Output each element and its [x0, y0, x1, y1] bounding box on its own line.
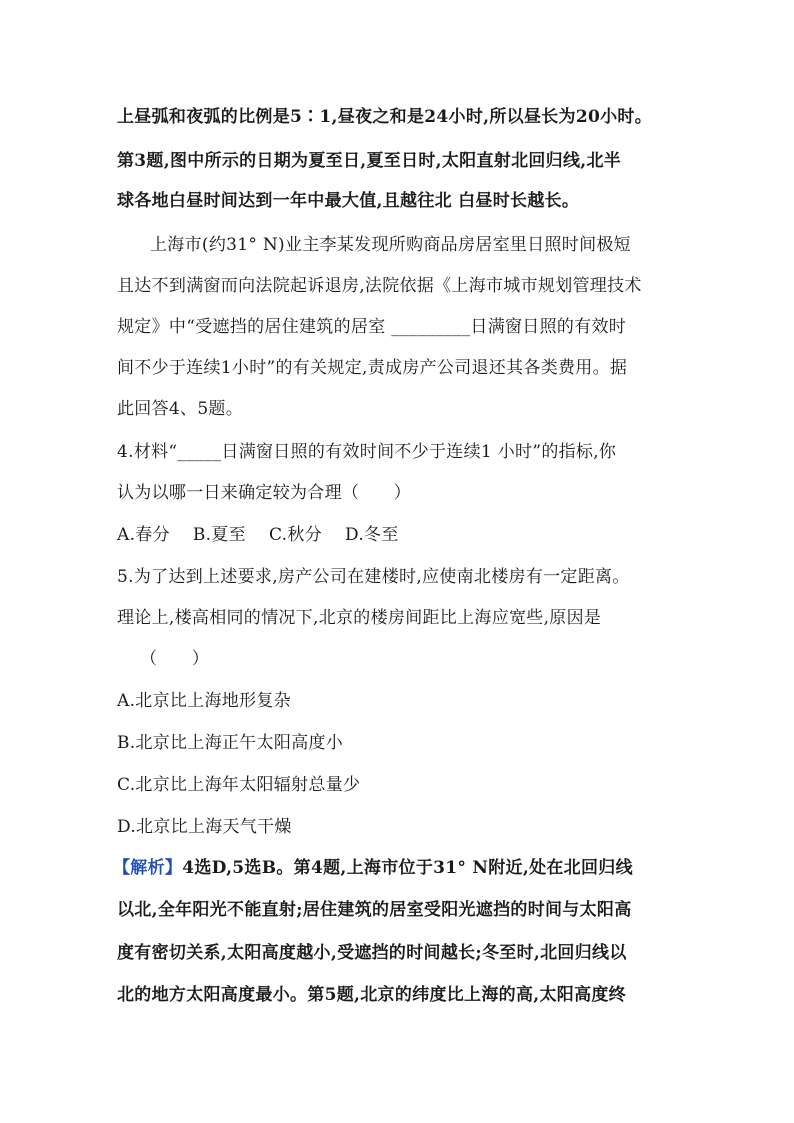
- question-4-stem-line-2: 认为以哪一日来确定较为合理（ ）: [117, 483, 412, 503]
- analysis-tag: 【解析】: [113, 858, 183, 878]
- material-line-2: 且达不到满窗而向法院起诉退房,法院依据《上海市城市规划管理技术: [117, 276, 642, 296]
- explanation-continuation-line-1: 上昼弧和夜弧的比例是5∶1,昼夜之和是24小时,所以昼长为20小时。: [117, 107, 653, 127]
- analysis-line-1-text: 4选D,5选B。第4题,上海市位于31° N附近,处在北回归线: [182, 858, 633, 878]
- question-4-options: A.春分 B.夏至 C.秋分 D.冬至: [117, 525, 399, 545]
- material-line-4: 间不少于连续1小时”的有关规定,责成房产公司退还其各类费用。据: [117, 358, 628, 378]
- question-5-option-a: A.北京比上海地形复杂: [117, 691, 291, 711]
- analysis-line-2: 以北,全年阳光不能直射;居住建筑的居室受阳光遮挡的时间与太阳高: [117, 900, 632, 920]
- question-4-stem-line-1: 4.材料“_____日满窗日照的有效时间不少于连续1 小时”的指标,你: [117, 442, 617, 462]
- analysis-line-3: 度有密切关系,太阳高度越小,受遮挡的时间越长;冬至时,北回归线以: [117, 943, 627, 963]
- analysis-line-4: 北的地方太阳高度最小。第5题,北京的纬度比上海的高,太阳高度终: [117, 985, 626, 1005]
- question-5-option-b: B.北京比上海正午太阳高度小: [117, 733, 344, 753]
- question-5-option-d: D.北京比上海天气干燥: [117, 817, 292, 837]
- explanation-continuation-line-3: 球各地白昼时间达到一年中最大值,且越往北 白昼时长越长。: [117, 191, 580, 211]
- material-line-3: 规定》中“受遮挡的居住建筑的居室 _________日满窗日照的有效时: [117, 317, 627, 337]
- material-line-5: 此回答4、5题。: [117, 399, 244, 419]
- material-line-1: 上海市(约31° N)业主李某发现所购商品房居室里日照时间极短: [150, 235, 631, 255]
- question-5-answer-brackets: （ ）: [140, 649, 210, 669]
- question-5-stem-line-1: 5.为了达到上述要求,房产公司在建楼时,应使南北楼房有一定距离。: [117, 567, 630, 587]
- question-5-stem-line-2: 理论上,楼高相同的情况下,北京的楼房间距比上海应宽些,原因是: [117, 608, 602, 628]
- explanation-continuation-line-2: 第3题,图中所示的日期为夏至日,夏至日时,太阳直射北回归线,北半: [117, 151, 622, 171]
- question-5-option-c: C.北京比上海年太阳辐射总量少: [117, 775, 361, 795]
- analysis-line-1: [113, 857, 633, 879]
